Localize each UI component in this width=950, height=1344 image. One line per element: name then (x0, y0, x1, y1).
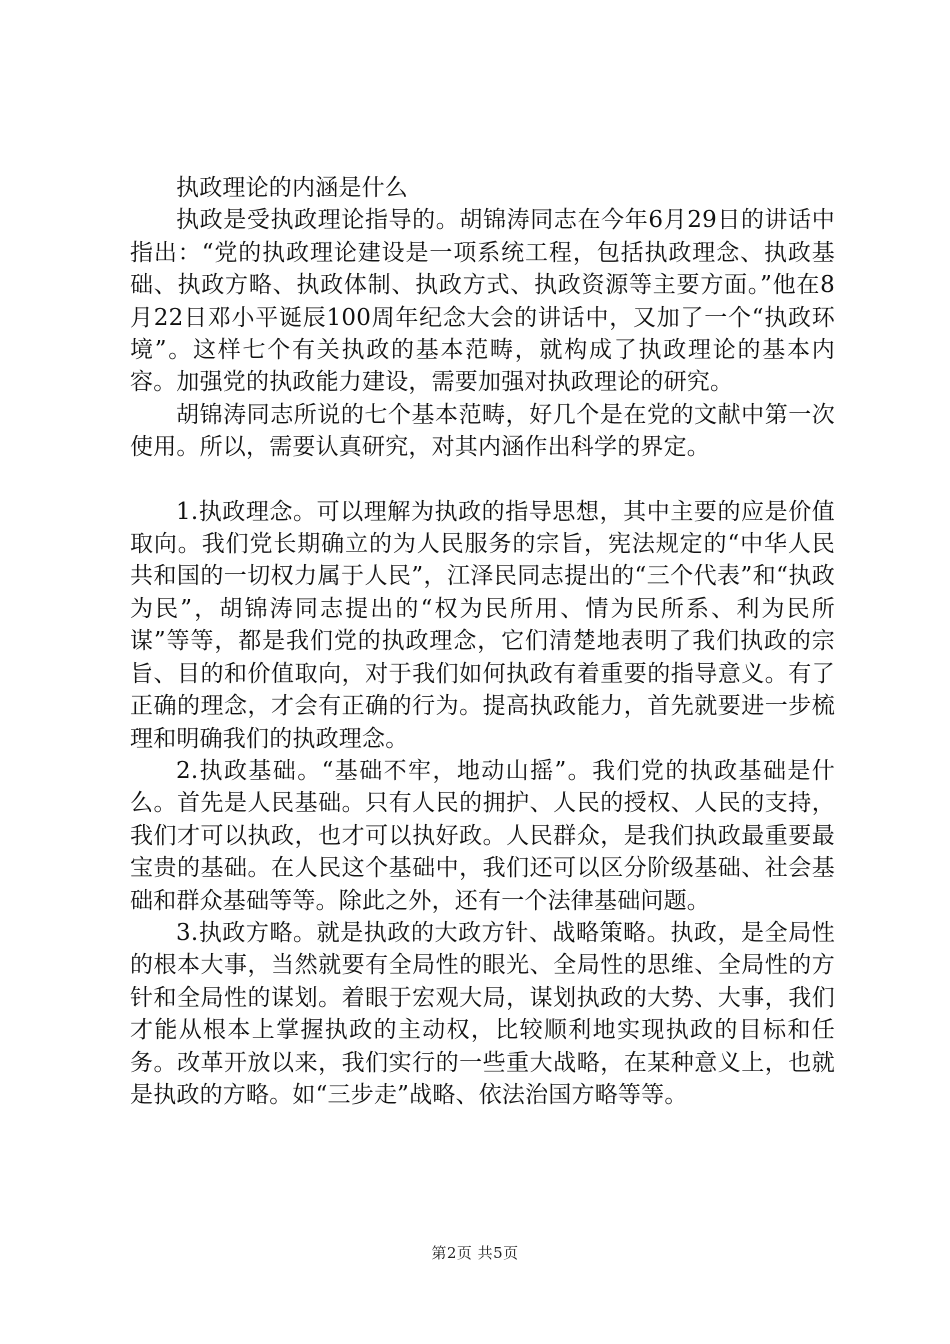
paragraph-intro: 执政是受执政理论指导的。胡锦涛同志在今年6月29日的讲话中指出：“党的执政理论建设是一项系统工程，包括执政理念、执政基础、执政方略、执政体制、执政方式、执政资源等主要方面。”他在8月22日邓小平诞辰100周年纪念大会的讲话中，又加了一个“执政环境”。这样七个有关执政的基本范畴，就构成了执政理论的基本内容。加强党的执政能力建设，需要加强对执政理论的研究。 (130, 207, 835, 396)
paragraph-governing-philosophy: 1.执政理念。可以理解为执政的指导思想，其中主要的应是价值取向。我们党长期确立的为人民服务的宗旨，宪法规定的“中华人民共和国的一切权力属于人民”，江泽民同志提出的“三个代表”和“执政为民”，胡锦涛同志提出的“权为民所用、情为民所系、利为民所谋”等等，都是我们党的执政理念，它们清楚地表明了我们执政的宗旨、目的和价值取向，对于我们如何执政有着重要的指导意义。有了正确的理念，才会有正确的行为。提高执政能力，首先就要进一步梳理和明确我们的执政理念。 (130, 498, 835, 752)
section-title: 执政理论的内涵是什么 (176, 175, 408, 201)
paragraph-governing-strategy: 3.执政方略。就是执政的大政方针、战略策略。执政，是全局性的根本大事，当然就要有全局性的眼光、全局性的思维、全局性的方针和全局性的谋划。着眼于宏观大局，谋划执政的大势、大事，我们才能从根本上掌握执政的主动权，比较顺利地实现执政的目标和任务。改革开放以来，我们实行的一些重大战略，在某种意义上，也就是执政的方略。如“三步走”战略、依法治国方略等等。 (130, 919, 835, 1108)
document-body (130, 172, 835, 1111)
paragraph-categories: 胡锦涛同志所说的七个基本范畴，好几个是在党的文献中第一次使用。所以，需要认真研究，对其内涵作出科学的界定。 (130, 401, 835, 461)
page-number: 第2页 共5页 (431, 1244, 519, 1262)
paragraph-governing-foundation: 2.执政基础。“基础不牢，地动山摇”。我们党的执政基础是什么。首先是人民基础。只有人民的拥护、人民的授权、人民的支持，我们才可以执政，也才可以执好政。人民群众，是我们执政最重要最宝贵的基础。在人民这个基础中，我们还可以区分阶级基础、社会基础和群众基础等等。除此之外，还有一个法律基础问题。 (130, 757, 835, 914)
